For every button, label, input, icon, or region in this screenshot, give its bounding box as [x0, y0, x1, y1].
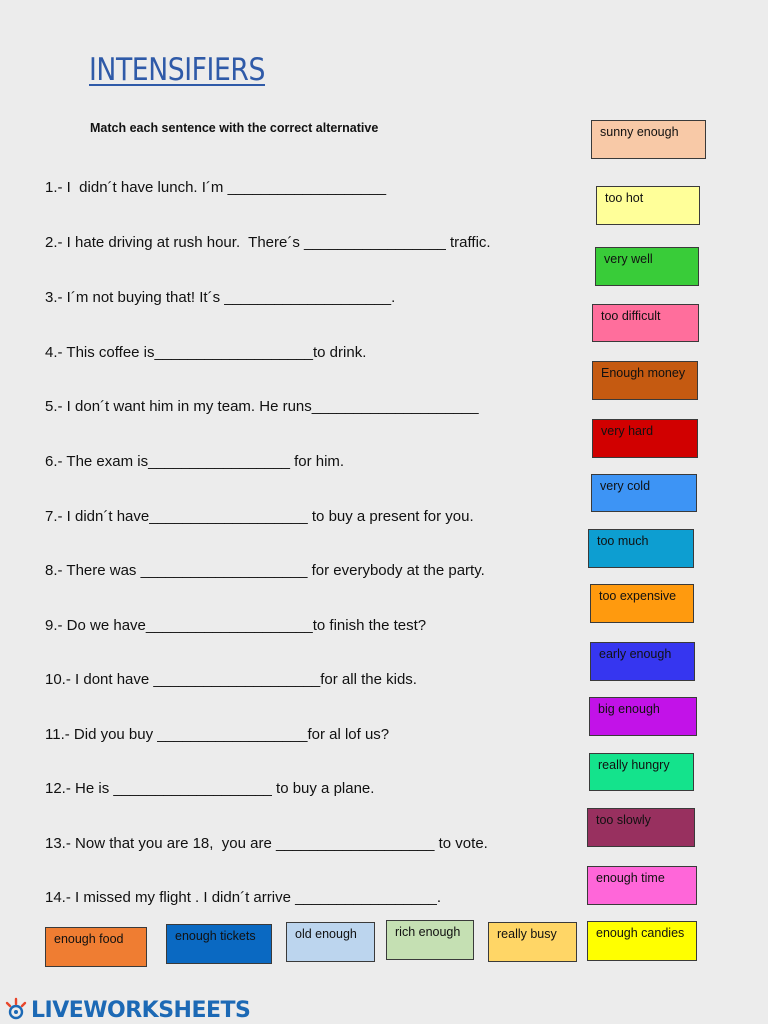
worksheet-title: INTENSIFIERS — [89, 52, 266, 88]
liveworksheets-logo — [2, 996, 250, 1024]
sentence-5: 5.- I don´t want him in my team. He runs____________________ — [45, 398, 479, 415]
answer-chip[interactable]: sunny enough — [591, 120, 706, 159]
answer-chip[interactable]: really busy — [488, 922, 577, 962]
answer-chip[interactable]: too difficult — [592, 304, 699, 342]
liveworksheets-logo-text: LIVEWORKSHEETS — [31, 997, 251, 1023]
answer-chip[interactable]: enough time — [587, 866, 697, 905]
answer-chip[interactable]: enough candies — [587, 921, 697, 961]
answer-chip[interactable]: really hungry — [589, 753, 694, 791]
liveworksheets-logo-icon — [2, 996, 30, 1024]
answer-chip[interactable]: enough tickets — [166, 924, 272, 964]
sentence-9: 9.- Do we have____________________to finish the test? — [45, 617, 427, 634]
sentence-14: 14.- I missed my flight . I didn´t arrive _________________. — [45, 889, 442, 906]
answer-chip[interactable]: enough food — [45, 927, 147, 967]
answer-chip[interactable]: big enough — [589, 697, 697, 736]
sentence-7: 7.- I didn´t have___________________ to buy a present for you. — [45, 508, 474, 525]
answer-chip[interactable]: too hot — [596, 186, 700, 225]
sentence-2: 2.- I hate driving at rush hour. There´s _________________ traffic. — [45, 234, 491, 251]
sentence-3: 3.- I´m not buying that! It´s ____________________. — [45, 289, 396, 306]
answer-chip[interactable]: too expensive — [590, 584, 694, 623]
instructions: Match each sentence with the correct alternative — [90, 121, 379, 135]
answer-chip[interactable]: very cold — [591, 474, 697, 512]
sentence-8: 8.- There was ____________________ for everybody at the party. — [45, 562, 485, 579]
answer-chip[interactable]: rich enough — [386, 920, 474, 960]
answer-chip[interactable]: Enough money — [592, 361, 698, 400]
sentence-6: 6.- The exam is_________________ for him. — [45, 453, 345, 470]
sentence-11: 11.- Did you buy __________________for al lof us? — [45, 726, 390, 743]
sentence-12: 12.- He is ___________________ to buy a plane. — [45, 780, 375, 797]
sentence-4: 4.- This coffee is___________________to drink. — [45, 344, 367, 361]
answer-chip[interactable]: very well — [595, 247, 699, 286]
answer-chip[interactable]: too much — [588, 529, 694, 568]
answer-chip[interactable]: early enough — [590, 642, 695, 681]
sentence-13: 13.- Now that you are 18, you are ___________________ to vote. — [45, 835, 488, 852]
sentence-1: 1.- I didn´t have lunch. I´m ___________________ — [45, 179, 387, 196]
sentence-10: 10.- I dont have ____________________for all the kids. — [45, 671, 417, 688]
answer-chip[interactable]: very hard — [592, 419, 698, 458]
answer-chip[interactable]: too slowly — [587, 808, 695, 847]
answer-chip[interactable]: old enough — [286, 922, 375, 962]
